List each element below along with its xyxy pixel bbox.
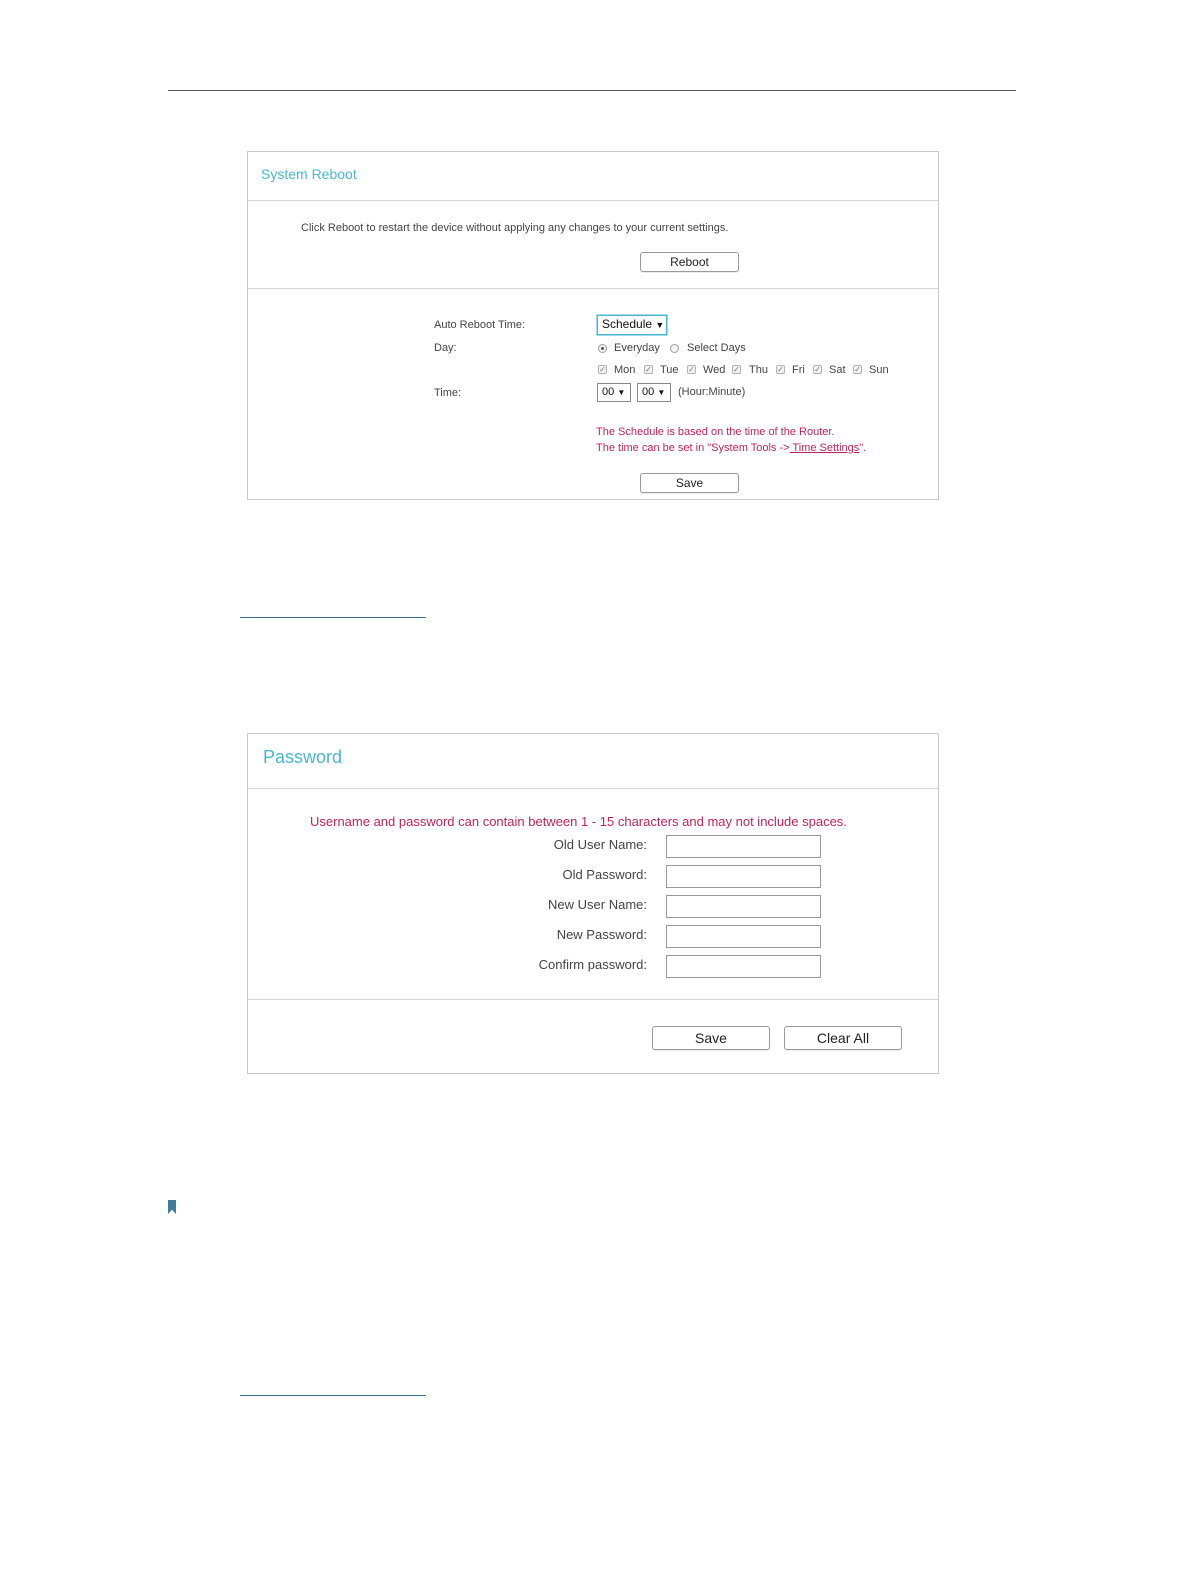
auto-reboot-value: Schedule: [602, 317, 653, 331]
checkbox-fri[interactable]: ✓: [777, 365, 784, 374]
field-label: Confirm password:: [538, 957, 647, 972]
password-panel: [247, 733, 939, 1074]
panel-title: Password: [263, 747, 343, 767]
auto-reboot-select[interactable]: [597, 315, 667, 335]
page-header-rule: [168, 90, 1016, 91]
divider: [248, 788, 938, 789]
new-user-name-input[interactable]: [666, 895, 821, 918]
weekday-label: Sun: [869, 364, 889, 376]
weekday-label: Mon: [614, 364, 636, 376]
weekday-label: Thu: [749, 364, 768, 376]
everyday-label: Everyday: [614, 342, 660, 354]
save-button[interactable]: Save: [652, 1026, 770, 1050]
auto-reboot-label: Auto Reboot Time:: [434, 319, 526, 331]
schedule-note-line2: [596, 442, 866, 454]
everyday-radio[interactable]: [598, 344, 607, 353]
password-hint: Username and password can contain between 1 - 15 characters and may not include spaces.: [310, 814, 847, 829]
checkbox-thu[interactable]: ✓: [733, 365, 740, 374]
divider: [248, 200, 938, 201]
weekday-label: Wed: [703, 364, 726, 376]
reboot-button[interactable]: Reboot: [640, 252, 739, 272]
divider: [248, 288, 938, 289]
divider: [248, 999, 938, 1000]
chevron-down-icon: ▼: [657, 388, 666, 397]
confirm-password-input[interactable]: [666, 955, 821, 978]
panel-title: System Reboot: [261, 166, 357, 182]
old-user-name-input[interactable]: [666, 835, 821, 858]
checkbox-wed[interactable]: ✓: [688, 365, 695, 374]
hour-select[interactable]: [597, 383, 631, 402]
note-prefix: The time can be set in "System Tools ->: [596, 442, 790, 454]
checkbox-tue[interactable]: ✓: [645, 365, 652, 374]
hour-value: 00: [602, 386, 615, 398]
bookmark-icon: [168, 1200, 176, 1214]
time-label: Time:: [434, 387, 462, 399]
day-label: Day:: [434, 342, 457, 354]
weekday-label: Fri: [792, 364, 805, 376]
note-suffix: ".: [859, 442, 867, 454]
weekday-label: Tue: [660, 364, 679, 376]
checkbox-mon[interactable]: ✓: [599, 365, 606, 374]
time-format-hint: (Hour:Minute): [678, 386, 746, 398]
system-reboot-panel: [247, 151, 939, 500]
minute-select[interactable]: [637, 383, 671, 402]
field-label: Old Password:: [562, 867, 647, 882]
minute-value: 00: [642, 386, 655, 398]
field-label: New Password:: [556, 927, 647, 942]
time-settings-link[interactable]: Time Settings: [789, 442, 860, 454]
field-label: New User Name:: [548, 897, 647, 912]
reboot-description: Click Reboot to restart the device without applying any changes to your current settings.: [301, 222, 729, 234]
schedule-note-line1: The Schedule is based on the time of the Router.: [596, 426, 835, 438]
weekday-label: Sat: [829, 364, 846, 376]
footnote-rule: [240, 1395, 426, 1396]
field-label: Old User Name:: [553, 837, 647, 852]
new-password-input[interactable]: [666, 925, 821, 948]
select-days-radio[interactable]: [670, 344, 679, 353]
footnote-rule: [240, 617, 426, 618]
chevron-down-icon: ▼: [655, 320, 665, 330]
save-button[interactable]: Save: [640, 473, 739, 493]
chevron-down-icon: ▼: [617, 388, 626, 397]
checkbox-sat[interactable]: ✓: [814, 365, 821, 374]
checkbox-sun[interactable]: ✓: [854, 365, 861, 374]
clear-all-button[interactable]: Clear All: [784, 1026, 902, 1050]
old-password-input[interactable]: [666, 865, 821, 888]
select-days-label: Select Days: [687, 342, 746, 354]
